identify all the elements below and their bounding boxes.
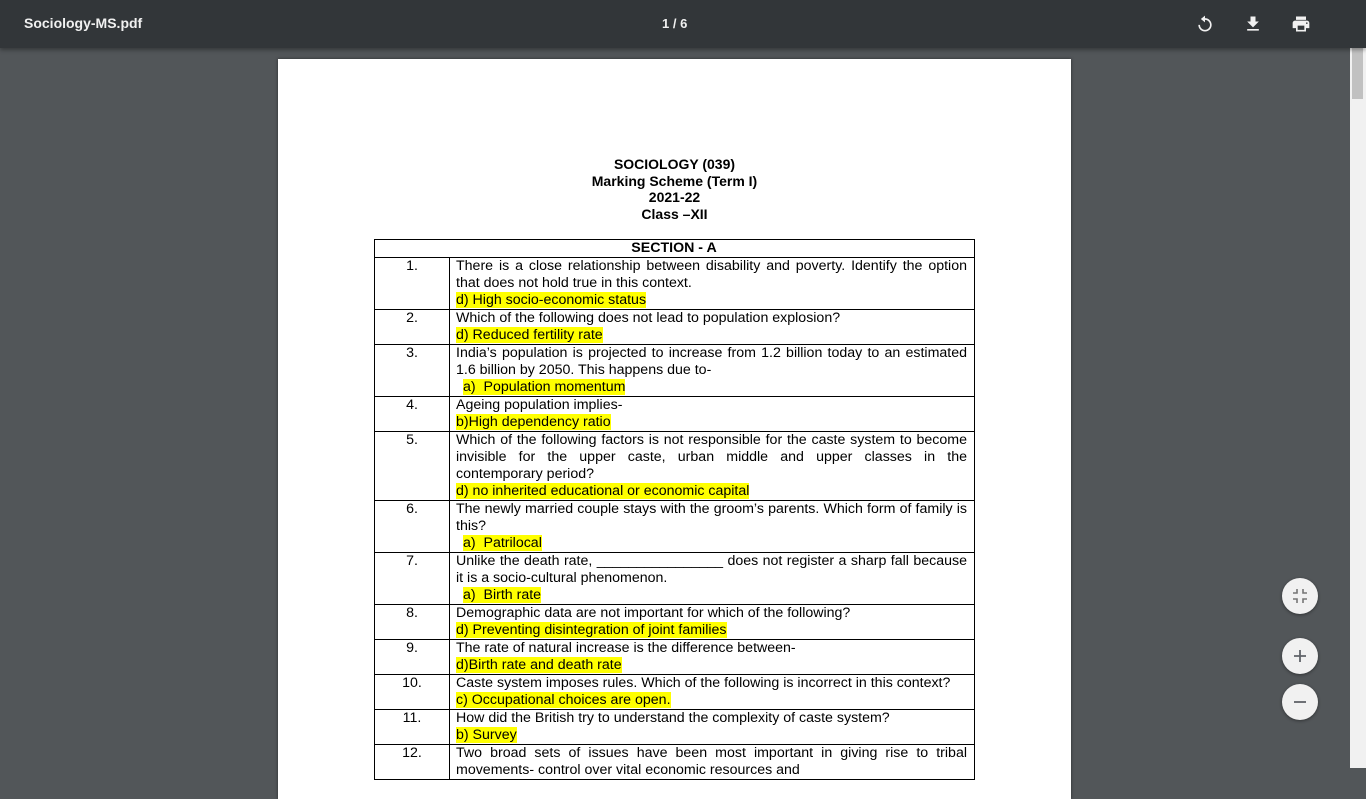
question-number: 7. — [375, 553, 450, 605]
answer-highlight: d) High socio-economic status — [456, 292, 647, 308]
question-row — [375, 710, 975, 745]
document-heading — [278, 156, 1071, 222]
question-row — [375, 258, 975, 310]
question-cell — [450, 345, 975, 397]
question-text: Caste system imposes rules. Which of the following is incorrect in this context? — [456, 675, 951, 691]
question-cell — [450, 397, 975, 432]
print-icon — [1291, 14, 1311, 34]
question-number: 10. — [375, 675, 450, 710]
question-cell — [450, 258, 975, 310]
plus-icon — [1293, 649, 1307, 663]
question-number: 6. — [375, 501, 450, 553]
question-cell — [450, 501, 975, 553]
question-cell — [450, 432, 975, 501]
question-row — [375, 501, 975, 553]
question-text: Demographic data are not important for which of the following? — [456, 605, 851, 621]
question-number: 4. — [375, 397, 450, 432]
rotate-button[interactable] — [1193, 12, 1217, 36]
question-text: India’s population is projected to increase from 1.2 billion today to an estimated 1.6 billion by 2050. This happens due to- — [456, 345, 967, 378]
answer-highlight: b) Survey — [456, 727, 517, 743]
question-text: Unlike the death rate, ________________ does not register a sharp fall because it is a socio-cultural phenomenon. — [456, 553, 967, 586]
scrollbar-track[interactable] — [1350, 48, 1366, 768]
question-number: 9. — [375, 640, 450, 675]
section-title: SECTION - A — [375, 240, 975, 258]
question-cell — [450, 553, 975, 605]
answer-highlight: d) Preventing disintegration of joint families — [456, 622, 727, 638]
question-text: There is a close relationship between disability and poverty. Identify the option that does not hold true in this context. — [456, 258, 967, 291]
question-number: 11. — [375, 710, 450, 745]
question-cell — [450, 640, 975, 675]
question-text: Which of the following factors is not responsible for the caste system to become invisible for the upper caste, urban middle and upper classes in the contemporary period? — [456, 432, 967, 482]
question-row — [375, 745, 975, 780]
question-cell — [450, 710, 975, 745]
question-text: The newly married couple stays with the groom’s parents. Which form of family is this? — [456, 501, 967, 534]
question-number: 1. — [375, 258, 450, 310]
question-row — [375, 432, 975, 501]
question-row — [375, 675, 975, 710]
question-text: The rate of natural increase is the difference between- — [456, 640, 796, 656]
question-number: 2. — [375, 310, 450, 345]
rotate-icon — [1195, 14, 1215, 34]
question-text: Two broad sets of issues have been most important in giving rise to tribal movements- control over vital economic resources and — [456, 745, 967, 778]
marking-scheme-table — [374, 239, 975, 780]
question-cell — [450, 310, 975, 345]
heading-scheme: Marking Scheme (Term I) — [591, 172, 758, 189]
minus-icon — [1293, 695, 1307, 709]
question-text: Which of the following does not lead to population explosion? — [456, 310, 841, 326]
question-number: 5. — [375, 432, 450, 501]
page-indicator: 1 / 6 — [662, 16, 688, 31]
heading-subject: SOCIOLOGY (039) — [613, 156, 736, 172]
answer-highlight: d)Birth rate and death rate — [456, 657, 622, 673]
zoom-out-button[interactable] — [1282, 684, 1318, 720]
heading-year: 2021-22 — [648, 189, 701, 206]
answer-highlight: a) Patrilocal — [463, 535, 542, 551]
answer-highlight: b)High dependency ratio — [456, 414, 611, 430]
section-header-row — [375, 240, 975, 258]
question-row — [375, 397, 975, 432]
question-row — [375, 640, 975, 675]
question-text: Ageing population implies- — [456, 397, 623, 413]
answer-highlight: a) Population momentum — [463, 379, 626, 395]
download-icon — [1243, 14, 1263, 34]
question-row — [375, 345, 975, 397]
print-button[interactable] — [1289, 12, 1313, 36]
question-number: 12. — [375, 745, 450, 780]
question-row — [375, 605, 975, 640]
fit-to-page-button[interactable] — [1282, 578, 1318, 614]
file-name: Sociology-MS.pdf — [24, 15, 143, 31]
question-cell — [450, 605, 975, 640]
question-number: 8. — [375, 605, 450, 640]
question-cell — [450, 745, 975, 780]
question-text: How did the British try to understand the complexity of caste system? — [456, 710, 890, 726]
question-row — [375, 553, 975, 605]
pdf-page — [278, 59, 1071, 799]
question-number: 3. — [375, 345, 450, 397]
question-cell — [450, 675, 975, 710]
heading-class: Class –XII — [641, 205, 708, 222]
fit-to-page-icon — [1292, 588, 1308, 604]
download-button[interactable] — [1241, 12, 1265, 36]
answer-highlight: d) no inherited educational or economic capital — [456, 483, 750, 499]
scrollbar-thumb[interactable] — [1352, 48, 1363, 99]
answer-highlight: a) Birth rate — [463, 587, 542, 603]
zoom-in-button[interactable] — [1282, 638, 1318, 674]
answer-highlight: d) Reduced fertility rate — [456, 327, 603, 343]
pdf-viewer[interactable] — [0, 48, 1350, 778]
pdf-toolbar — [0, 0, 1366, 48]
answer-highlight: c) Occupational choices are open. — [456, 692, 671, 708]
question-row — [375, 310, 975, 345]
